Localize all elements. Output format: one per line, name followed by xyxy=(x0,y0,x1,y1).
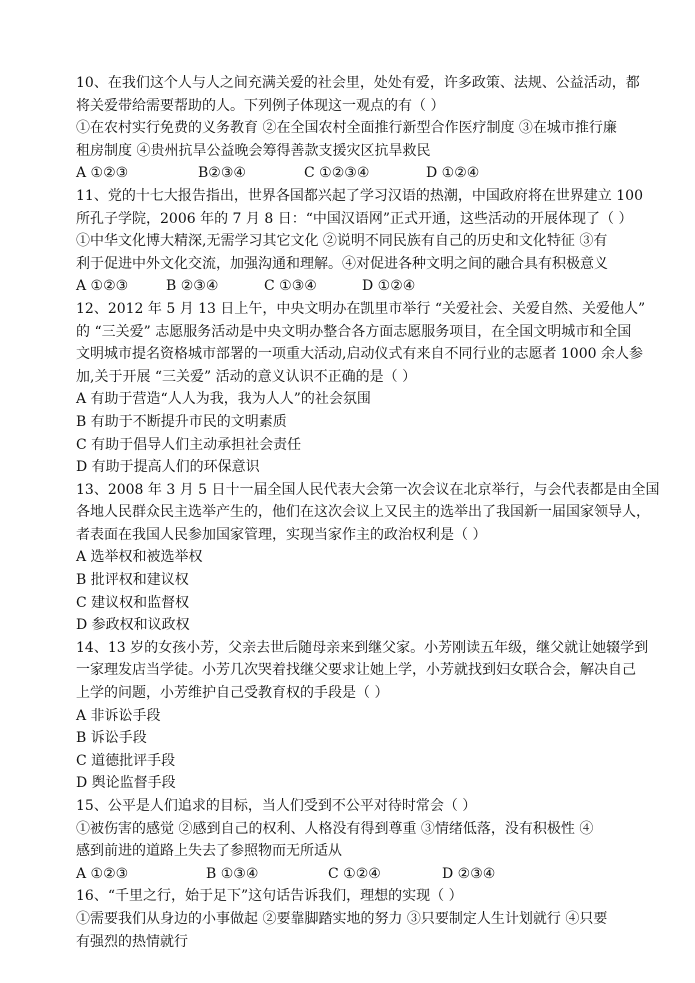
q11-option-a: A ①②③ xyxy=(76,278,129,295)
q15-option-c: C ①②④ xyxy=(328,865,381,882)
q16-stem-line-1: 16、“千里之行，始于足下”这句话告诉我们，理想的实现（ ） xyxy=(76,888,463,905)
q15-stem-line-1: 15、公平是人们追求的目标，当人们受到不公平对待时常会（ ） xyxy=(76,798,477,814)
q16-statement-line-1: ①需要我们从身边的小事做起 ②要靠脚踏实地的努力 ③只要制定人生计划就行 ④只要 xyxy=(76,910,608,927)
q10-stem-line-1: 10、在我们这个人与人之间充满关爱的社会里，处处有爱，许多政策、法规、公益活动，都 xyxy=(76,75,640,91)
q15-statement-line-1: ①被伤害的感觉 ②感到自己的权利、人格没有得到尊重 ③情绪低落，没有积极性 ④ xyxy=(76,820,594,837)
q12-choice-d: D 有助于提高人们的环保意识 xyxy=(76,459,260,476)
q15-option-b: B ①③④ xyxy=(206,865,259,882)
q11-statement-line-2: 利于促进中外文化交流，加强沟通和理解。④对促进各种文明之间的融合具有积极意义 xyxy=(76,255,608,272)
q14-choice-d: D 舆论监督手段 xyxy=(76,775,176,792)
q10-options xyxy=(76,162,646,185)
q11-stem-line-2: 所孔子学院，2006 年的 7 月 8 日：“中国汉语网”正式开通，这些活动的开展体现了（ ） xyxy=(76,210,633,227)
q14-stem-line-1: 14、13 岁的女孩小芳，父亲去世后随母亲来到继父家。小芳刚读五年级，继父就让她辍学到 xyxy=(76,639,649,656)
q14-choice-c: C 道德批评手段 xyxy=(76,752,176,769)
q14-stem-line-3: 上学的问题，小芳维护自己受教育权的手段是（ ） xyxy=(76,685,389,702)
q10-option-c: C ①②③④ xyxy=(304,165,370,182)
q10-option-a: A ①②③ xyxy=(76,165,129,182)
q12-stem-line-4: 加,关于开展 “三关爱” 活动的意义认识不正确的是（ ） xyxy=(76,368,417,385)
q16-statement-line-2: 有强烈的热情就行 xyxy=(76,933,188,950)
q12-stem-line-1: 12、2012 年 5 月 13 日上午，中央文明办在凯里市举行 “关爱社会、关爱自然、关爱他人” xyxy=(76,300,646,317)
q13-choice-b: B 批评权和建议权 xyxy=(76,572,189,589)
q11-stem-line-1: 11、党的十七大报告指出，世界各国都兴起了学习汉语的热潮，中国政府将在世界建立 100 xyxy=(76,187,643,204)
q13-stem-line-2: 各地人民群众民主选举产生的，他们在这次会议上又民主的选举出了我国新一届国家领导人， xyxy=(76,504,650,521)
q15-option-a: A ①②③ xyxy=(76,865,129,882)
q10-option-d: D ①②④ xyxy=(426,165,480,182)
q15-option-d: D ②③④ xyxy=(442,865,496,882)
q14-choice-b: B 诉讼手段 xyxy=(76,730,147,747)
q12-choice-c: C 有助于倡导人们主动承担社会责任 xyxy=(76,436,302,453)
q12-choice-b: B 有助于不断提升市民的文明素质 xyxy=(76,413,287,430)
q13-choice-c: C 建议权和监督权 xyxy=(76,594,190,611)
q13-stem-line-3: 者表面在我国人民参加国家管理，实现当家作主的政治权利是（ ） xyxy=(76,526,487,543)
q13-stem-line-1: 13、2008 年 3 月 5 日十一届全国人民代表大会第一次会议在北京举行，与会代表都是由全国 xyxy=(76,481,660,498)
q12-stem-line-3: 文明城市提名资格城市部署的一项重大活动,启动仪式有来自不同行业的志愿者 1000 余人参 xyxy=(76,346,643,363)
q15-statement-line-2: 感到前进的道路上失去了参照物而无所适从 xyxy=(76,843,342,860)
q13-choice-d: D 参政权和议政权 xyxy=(76,617,190,634)
q14-choice-a: A 非诉讼手段 xyxy=(76,707,161,724)
q14-stem-line-2: 一家理发店当学徒。小芳几次哭着找继父要求让她上学，小芳就找到妇女联合会，解决自己 xyxy=(76,662,636,679)
q10-option-b: B②③④ xyxy=(198,165,246,182)
q10-statement-line-1: ①在农村实行免费的义务教育 ②在全国农村全面推行新型合作医疗制度 ③在城市推行廉 xyxy=(76,120,617,137)
question-list xyxy=(76,72,660,953)
q11-options xyxy=(76,275,646,298)
q11-statement-line-1: ①中华文化博大精深,无需学习其它文化 ②说明不同民族有自己的历史和文化特征 ③有 xyxy=(76,233,608,250)
q10-stem-line-2: 将关爱带给需要帮助的人。下列例子体现这一观点的有（ ） xyxy=(76,97,445,114)
q12-stem-line-2: 的 “三关爱” 志愿服务活动是中央文明办整合各方面志愿服务项目，在全国文明城市和全国 xyxy=(76,323,632,340)
q11-option-d: D ①②④ xyxy=(362,278,416,295)
q10-statement-line-2: 租房制度 ④贵州抗旱公益晚会筹得善款支援灾区抗旱救民 xyxy=(76,142,431,159)
q13-choice-a: A 选举权和被选举权 xyxy=(76,549,203,566)
q15-options xyxy=(76,863,646,886)
q11-option-b: B ②③④ xyxy=(166,278,219,295)
q12-choice-a: A 有助于营造“人人为我，我为人人”的社会氛围 xyxy=(76,391,371,408)
q11-option-c: C ①③④ xyxy=(264,278,317,295)
